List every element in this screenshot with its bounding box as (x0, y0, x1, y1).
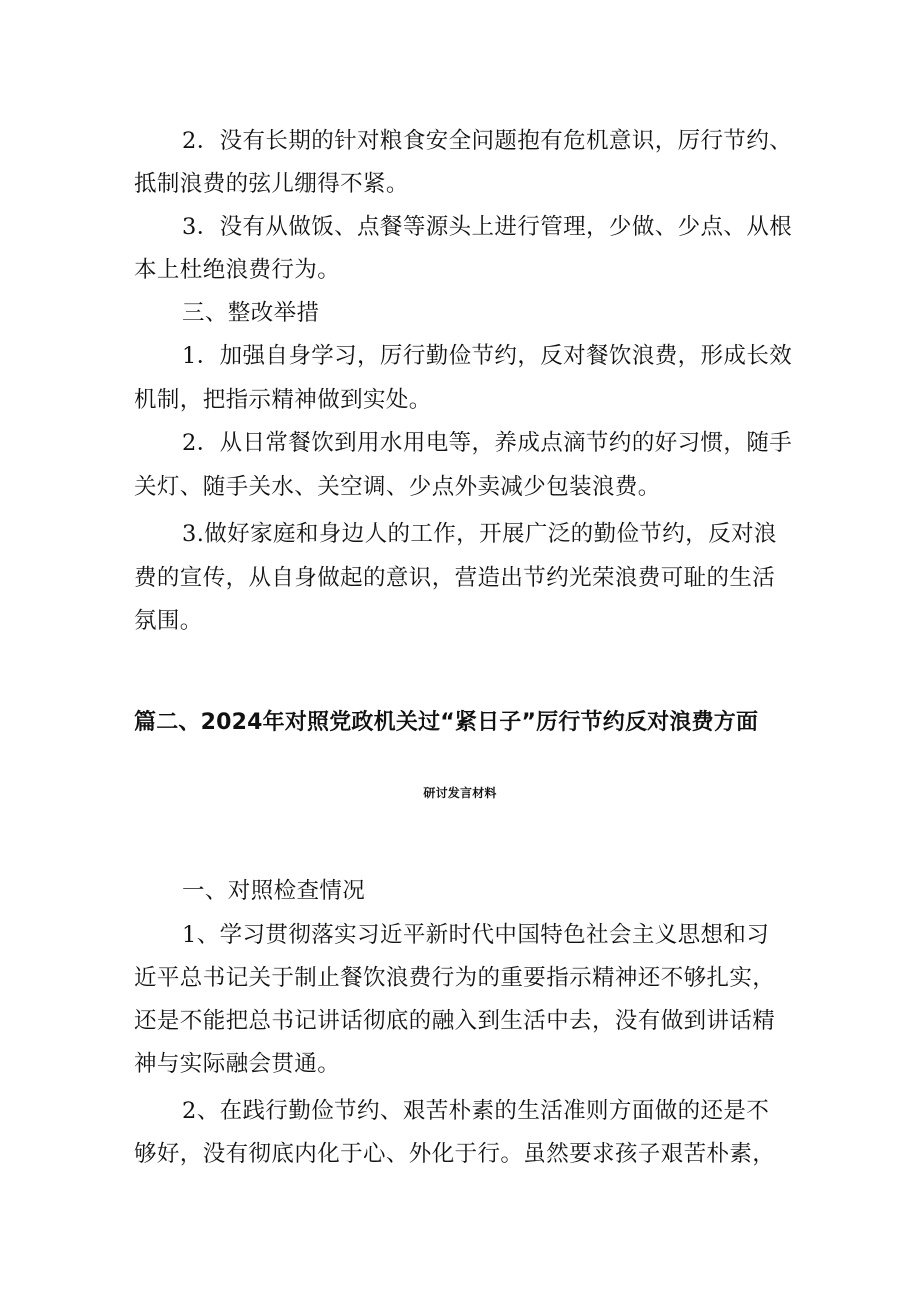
measure-2-line-1: 2．从日常餐饮到用水用电等，养成点滴节约的好习惯，随手 (182, 430, 793, 456)
item-1-line-1: 1、学习贯彻落实习近平新时代中国特色社会主义思想和习 (182, 922, 770, 948)
item-1-line-4: 神与实际融会贯通。 (134, 1051, 341, 1077)
para-3-line-2: 本上杜绝浪费行为。 (134, 257, 341, 283)
part-2-title-line-1: 篇二、2024年对照党政机关过“紧日子”厉行节约反对浪费方面 (134, 710, 759, 735)
measure-2-line-2: 关灯、随手关水、关空调、少点外卖减少包装浪费。 (134, 474, 661, 500)
item-1-line-2: 近平总书记关于制止餐饮浪费行为的重要指示精神还不够扎实， (134, 965, 776, 991)
section-heading-rectification: 三、整改举措 (182, 300, 320, 326)
para-3-line-1: 3．没有从做饭、点餐等源头上进行管理，少做、少点、从根 (182, 214, 793, 240)
measure-3-line-1: 3.做好家庭和身边人的工作，开展广泛的勤俭节约，反对浪 (182, 521, 777, 547)
measure-3-line-2: 费的宣传，从自身做起的意识，营造出节约光荣浪费可耻的生活 (134, 565, 776, 591)
para-2-line-2: 抵制浪费的弦儿绷得不紧。 (134, 171, 409, 197)
para-2-line-1: 2．没有长期的针对粮食安全问题抱有危机意识，厉行节约、 (182, 128, 793, 154)
item-1-line-3: 还是不能把总书记讲话彻底的融入到生活中去，没有做到讲话精 (134, 1008, 776, 1034)
item-2-line-2: 够好，没有彻底内化于心、外化于行。虽然要求孩子艰苦朴素， (134, 1141, 776, 1167)
measure-1-line-1: 1．加强自身学习，厉行勤俭节约，反对餐饮浪费，形成长效 (182, 343, 793, 369)
measure-3-line-3: 氛围。 (134, 608, 203, 634)
item-2-line-1: 2、在践行勤俭节约、艰苦朴素的生活准则方面做的还是不 (182, 1098, 770, 1124)
part-2-title-line-2: 研讨发言材料 (423, 786, 497, 800)
section-heading-inspection: 一、对照检查情况 (182, 878, 366, 904)
measure-1-line-2: 机制，把指示精神做到实处。 (134, 387, 432, 413)
